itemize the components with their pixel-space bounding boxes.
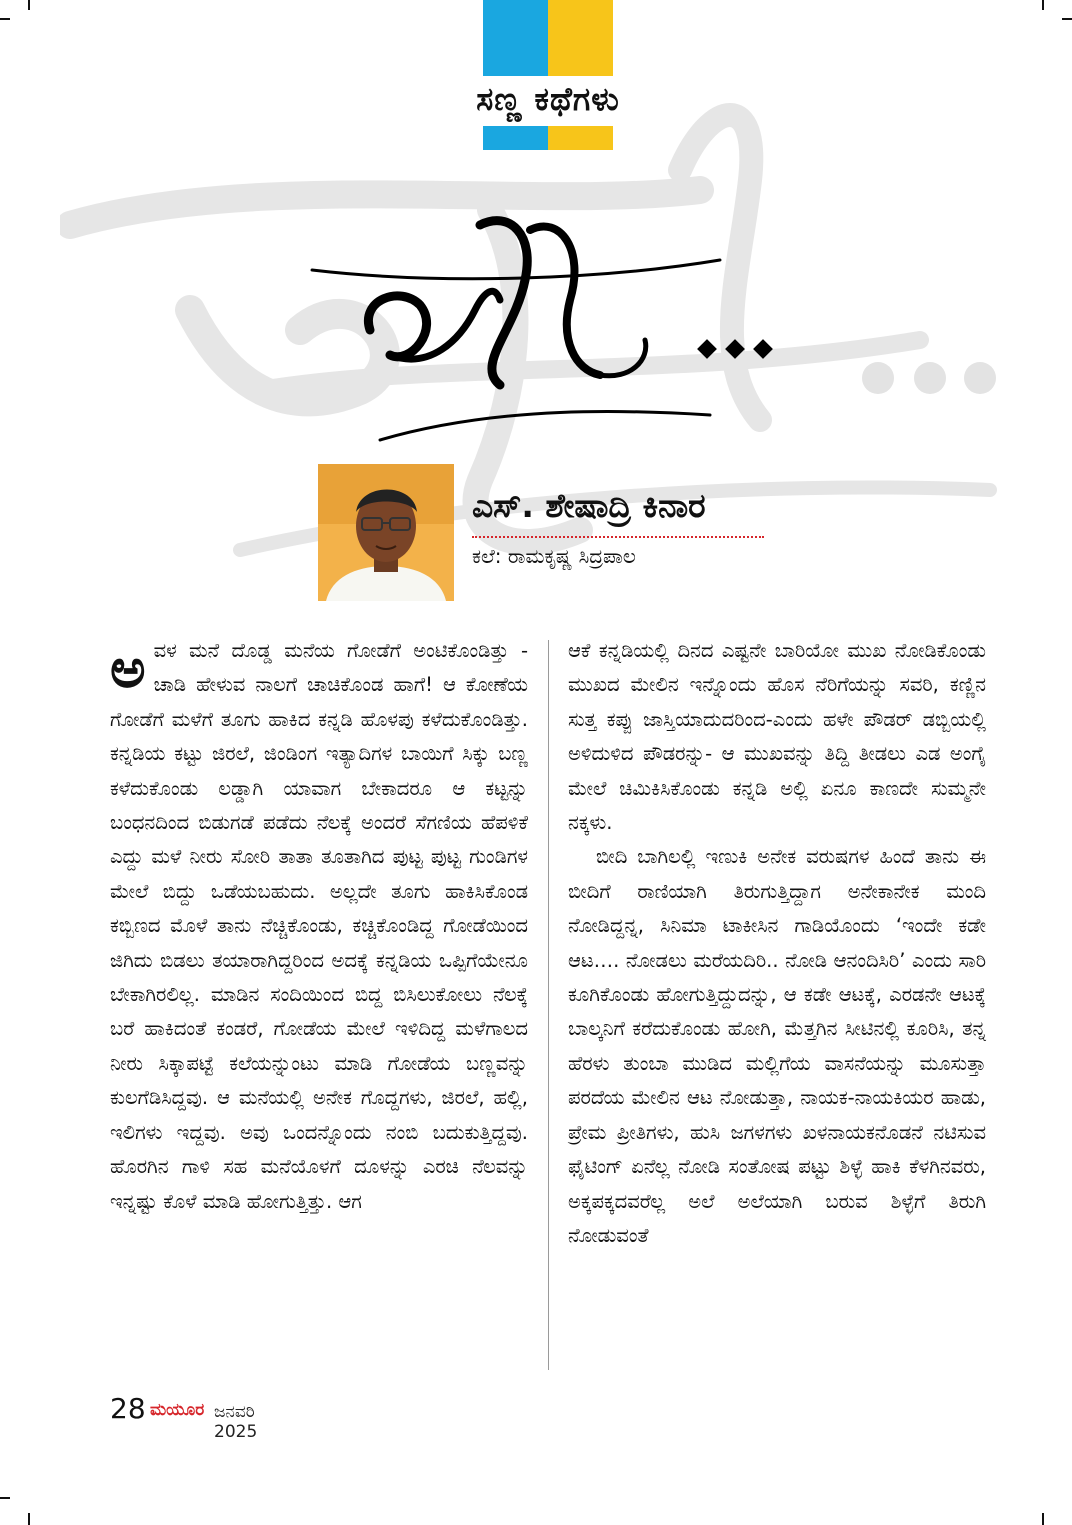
article-paragraph: ಬೀದಿ ಬಾಗಿಲಲ್ಲಿ ಇಣುಕಿ ಅನೇಕ ವರುಷಗಳ ಹಿಂದೆ ತಾನು ಈ ಬೀದಿಗೆ ರಾಣಿಯಾಗಿ ತಿರುಗುತ್ತಿದ್ದಾಗ ಅನೇಕಾನೇಕ ಮಂದಿ ನೋಡಿದ್ದನ್ನ, ಸಿನಿಮಾ ಟಾಕೀಸಿನ ಗಾಡಿಯೊಂದು ‘ಇಂದೇ ಕಡೇ ಆಟ…. ನೋಡಲು ಮರೆಯದಿರಿ.. ನೋಡಿ ಆನಂದಿಸಿರಿ’ ಎಂದು ಸಾರಿ ಕೂಗಿಕೊಂಡು ಹೋಗುತ್ತಿದ್ದುದನ್ನು, ಆ ಕಡೇ ಆಟಕ್ಕೆ, ಎರಡನೇ ಆಟಕ್ಕೆ ಬಾಲ್ಕನಿಗೆ ಕರೆದುಕೊಂಡು ಹೋಗಿ, ಮೆತ್ತಗಿನ ಸೀಟಿನಲ್ಲಿ ಕೂರಿಸಿ, ತನ್ನ ಹೆರಳು ತುಂಬಾ ಮುಡಿದ ಮಲ್ಲಿಗೆಯ ವಾಸನೆಯನ್ನು ಮೂಸುತ್ತಾ ಪರದೆಯ ಮೇಲಿನ ಆಟ ನೋಡುತ್ತಾ, ನಾಯಕ-ನಾಯಕಿಯರ ಹಾಡು, ಪ್ರೇಮ ಪ್ರೀತಿಗಳು, ಹುಸಿ ಜಗಳಗಳು ಖಳನಾಯಕನೊಡನೆ ನಟಿಸುವ ಫೈಟಿಂಗ್ ಏನೆಲ್ಲ ನೋಡಿ ಸಂತೋಷ ಪಟ್ಟು ಶಿಳ್ಳೆ ಹಾಕಿ ಕೆಳಗಿನವರು, ಅಕ್ಕಪಕ್ಕದವರೆಲ್ಲ ಅಲೆ ಅಲೆಯಾಗಿ ಬರುವ ಶಿಳ್ಳೆಗೆ ತಿರುಗಿ ನೋಡುವಂತೆ (568, 845, 986, 1247)
column-divider (548, 640, 549, 1370)
crop-mark-left-upper (0, 18, 10, 20)
section-label: ಸಣ್ಣ ಕಥೆಗಳು (476, 80, 620, 118)
paragraph-text: ವಳ ಮನೆ ದೊಡ್ಡ ಮನೆಯ ಗೋಡೆಗೆ ಅಂಟಿಕೊಂಡಿತ್ತು - ಚಾಡಿ ಹೇಳುವ ನಾಲಗೆ ಚಾಚಿಕೊಂಡ ಹಾಗೆ! ಆ ಕೋಣೆಯ ಗೋಡೆಗೆ ಮಳೆಗೆ ತೂಗು ಹಾಕಿದ ಕನ್ನಡಿ ಹೊಳಪು ಕಳೆದುಕೊಂಡಿತ್ತು. ಕನ್ನಡಿಯ ಕಟ್ಟು ಜಿರಲೆ, ಜಿಂಡಿಂಗ ಇತ್ಯಾದಿಗಳ ಬಾಯಿಗೆ ಸಿಕ್ಕು ಬಣ್ಣ ಕಳೆದುಕೊಂಡು ಲಡ್ಡಾಗಿ ಯಾವಾಗ ಬೇಕಾದರೂ ಆ ಕಟ್ಟನ್ನು ಬಂಧನದಿಂದ ಬಿಡುಗಡೆ ಪಡೆದು ನೆಲಕ್ಕೆ ಅಂದರೆ ಸೆಗಣಿಯ ಹೆಪಳಿಕೆ ಎದ್ದು ಮಳೆ ನೀರು ಸೋರಿ ತಾತಾ ತೂತಾಗಿದ ಪುಟ್ಟ ಪುಟ್ಟ ಗುಂಡಿಗಳ ಮೇಲೆ ಬಿದ್ದು ಒಡೆಯಬಹುದು. ಅಲ್ಲದೇ ತೂಗು ಹಾಕಿಸಿಕೊಂಡ ಕಬ್ಬಿಣದ ಮೊಳೆ ತಾನು ನೆಚ್ಚಿಕೊಂಡು, ಕಚ್ಚಿಕೊಂಡಿದ್ದ ಗೋಡೆಯಿಂದ ಜಿಗಿದು ಬಿಡಲು ತಯಾರಾಗಿದ್ದರಿಂದ ಅದಕ್ಕೆ ಕನ್ನಡಿಯ ಒಪ್ಪಿಗೆಯೇನೂ ಬೇಕಾಗಿರಲಿಲ್ಲ. ಮಾಡಿನ ಸಂದಿಯಿಂದ ಬಿದ್ದ ಬಿಸಿಲುಕೋಲು ನೆಲಕ್ಕೆ ಬರೆ ಹಾಕಿದಂತೆ ಕಂಡರೆ, ಗೋಡೆಯ ಮೇಲೆ ಇಳಿದಿದ್ದ ಮಳೆಗಾಲದ ನೀರು ಸಿಕ್ಕಾಪಟ್ಟೆ ಕಲೆಯನ್ನುಂಟು ಮಾಡಿ ಗೋಡೆಯ ಬಣ್ಣವನ್ನು ಕುಲಗೆಡಿಸಿದ್ದವು. ಆ ಮನೆಯಲ್ಲಿ ಅನೇಕ ಗೊದ್ದಗಳು, ಜಿರಲೆ, ಹಲ್ಲಿ, ಇಲಿಗಳು ಇದ್ದವು. ಅವು ಒಂದನ್ನೊಂದು ನಂಬಿ ಬದುಕುತ್ತಿದ್ದವು. ಹೊರಗಿನ ಗಾಳಿ ಸಹ ಮನೆಯೊಳಗೆ ದೂಳನ್ನು ಎರಚಿ ನೆಲವನ್ನು ಇನ್ನಷ್ಟು ಕೊಳೆ ಮಾಡಿ ಹೋಗುತ್ತಿತ್ತು. ಆಗ (110, 639, 528, 1213)
crop-mark-bottom-right (1042, 1513, 1044, 1525)
crop-mark-top-left (28, 0, 30, 10)
article-column-left (110, 634, 528, 1219)
crop-mark-left-lower (0, 1497, 10, 1499)
crop-mark-top-right (1042, 0, 1044, 10)
magazine-name: ಮಯೂರ (150, 1400, 205, 1420)
drop-cap: ಅ (110, 637, 146, 700)
issue-date: ಜನವರಿ 2025 (214, 1402, 258, 1442)
crop-mark-bottom-left (28, 1513, 30, 1525)
story-title-art (300, 190, 800, 460)
illustration-credit: ಕಲೆ: ರಾಮಕೃಷ್ಣ ಸಿದ್ರಪಾಲ (472, 544, 636, 568)
author-name: ಎಸ್. ಶೇಷಾದ್ರಿ ಕಿನಾರ (472, 486, 706, 525)
author-photo (318, 464, 454, 601)
article-column-right (568, 634, 986, 1253)
page-number: 28 (110, 1392, 146, 1425)
section-tag-blue-block (483, 0, 548, 150)
crop-mark-right-upper (1062, 18, 1072, 20)
article-paragraph (110, 634, 528, 1219)
author-divider (472, 536, 764, 538)
section-tag-yellow-block (548, 0, 613, 150)
article-paragraph: ಆಕೆ ಕನ್ನಡಿಯಲ್ಲಿ ದಿನದ ಎಷ್ಟನೇ ಬಾರಿಯೋ ಮುಖ ನೋಡಿಕೊಂಡು ಮುಖದ ಮೇಲಿನ ಇನ್ನೊಂದು ಹೊಸ ನೆರಿಗೆಯನ್ನು ಸವರಿ, ಕಣ್ಣಿನ ಸುತ್ತ ಕಪ್ಪು ಜಾಸ್ತಿಯಾದುದರಿಂದ-ಎಂದು ಹಳೇ ಪೌಡರ್ ಡಬ್ಬಿಯಲ್ಲಿ ಅಳಿದುಳಿದ ಪೌಡರನ್ನು- ಆ ಮುಖವನ್ನು ತಿದ್ದಿ ತೀಡಲು ಎಡ ಅಂಗೈ ಮೇಲೆ ಚಿಮಿಕಿಸಿಕೊಂಡು ಕನ್ನಡಿ ಅಲ್ಲಿ ಏನೂ ಕಾಣದೇ ಸುಮ್ಮನೇ ನಕ್ಕಳು. (568, 639, 986, 835)
section-tag (476, 0, 620, 150)
